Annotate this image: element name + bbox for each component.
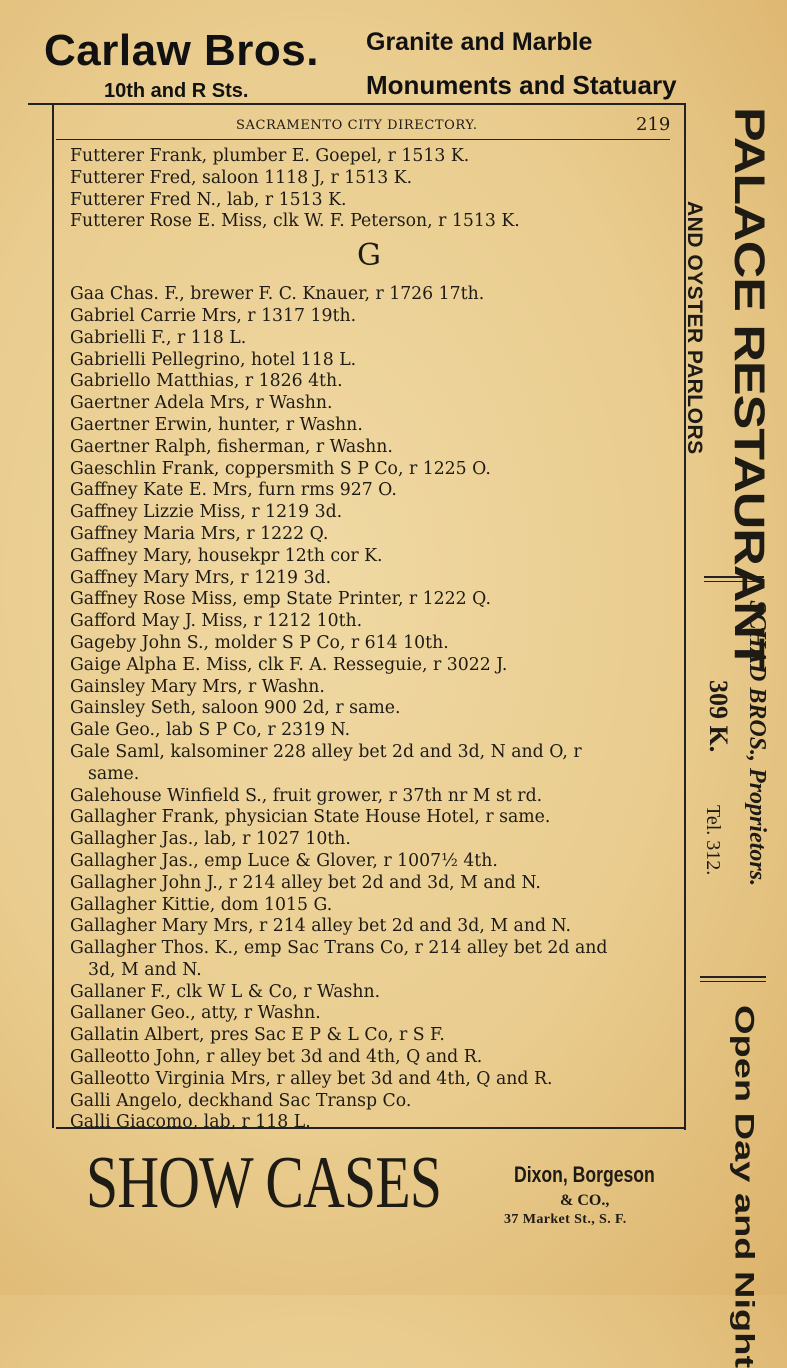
ad-show-cases-headline: SHOW CASES xyxy=(86,1142,442,1224)
section-letter: G xyxy=(357,238,381,274)
directory-entry: Gainsley Seth, saloon 900 2d, r same. xyxy=(70,698,401,719)
directory-entry: Futterer Fred, saloon 1118 J, r 1513 K. xyxy=(70,167,413,188)
directory-entry-continuation: 3d, M and N. xyxy=(88,959,202,980)
directory-entry: Gabrielli Pellegrino, hotel 118 L. xyxy=(70,349,357,370)
ad-carlaw-line1: Granite and Marble xyxy=(366,28,593,56)
page-number: 219 xyxy=(636,114,671,135)
directory-entry: Gageby John S., molder S P Co, r 614 10th. xyxy=(70,632,449,653)
header-rule xyxy=(56,139,670,140)
directory-entry: Gaige Alpha E. Miss, clk F. A. Resseguie, r 3022 J. xyxy=(70,654,508,675)
page-title: SACRAMENTO CITY DIRECTORY. xyxy=(236,118,478,133)
directory-entry: Gallagher Mary Mrs, r 214 alley bet 2d and 3d, M and N. xyxy=(70,916,572,937)
ad-palace-subtitle: AND OYSTER PARLORS xyxy=(683,201,706,455)
directory-entry: Futterer Frank, plumber E. Goepel, r 1513 K. xyxy=(70,146,470,166)
directory-entry: Futterer Rose E. Miss, clk W. F. Peterson, r 1513 K. xyxy=(70,211,520,232)
directory-entry: Gafford May J. Miss, r 1212 10th. xyxy=(70,611,363,632)
entries-continued xyxy=(70,146,682,233)
ad-carlaw-address: 10th and R Sts. xyxy=(104,80,249,102)
top-border xyxy=(28,103,684,105)
ad-show-cases-address: 37 Market St., S. F. xyxy=(504,1212,627,1227)
directory-entry: Gainsley Mary Mrs, r Washn. xyxy=(70,676,325,697)
directory-entry: Gaertner Erwin, hunter, r Washn. xyxy=(70,414,363,435)
directory-entry: Futterer Fred N., lab, r 1513 K. xyxy=(70,189,347,210)
directory-entry: Gaffney Lizzie Miss, r 1219 3d. xyxy=(70,502,343,523)
directory-entry: Gaeschlin Frank, coppersmith S P Co, r 1225 O. xyxy=(70,458,491,479)
directory-entry: Gaertner Adela Mrs, r Washn. xyxy=(70,393,333,414)
directory-entry: Galleotto John, r alley bet 3d and 4th, Q and R. xyxy=(70,1047,483,1068)
ad-show-cases-co: & CO., xyxy=(560,1192,610,1209)
left-border xyxy=(52,104,54,1128)
directory-entry: Gaa Chas. F., brewer F. C. Knauer, r 1726 17th. xyxy=(70,284,485,305)
ad-carlaw-line2: Monuments and Statuary xyxy=(366,70,677,100)
directory-entry: Gallaner F., clk W L & Co, r Washn. xyxy=(70,981,381,1002)
directory-entry: Gaffney Mary, housekpr 12th cor K. xyxy=(70,545,383,566)
directory-entry: Galleotto Virginia Mrs, r alley bet 3d and 4th, Q and R. xyxy=(70,1068,553,1089)
ad-palace-restaurant xyxy=(683,105,773,1368)
directory-entry: Gallagher Jas., emp Luce & Glover, r 1007½ 4th. xyxy=(70,850,498,871)
ad-show-cases-company: Dixon, Borgeson xyxy=(514,1162,655,1187)
directory-entry: Galehouse Winfield S., fruit grower, r 37th nr M st rd. xyxy=(70,785,543,806)
directory-entry: Gallagher John J., r 214 alley bet 2d and 3d, M and N. xyxy=(70,872,541,893)
directory-entry: Gale Geo., lab S P Co, r 2319 N. xyxy=(70,720,351,741)
directory-entry: Gaffney Maria Mrs, r 1222 Q. xyxy=(70,523,329,544)
directory-entry: Gallagher Thos. K., emp Sac Trans Co, r 214 alley bet 2d and xyxy=(70,938,608,959)
ad-palace-title: PALACE RESTAURANT xyxy=(725,107,773,669)
ad-palace-telephone: Tel. 312. xyxy=(702,805,724,876)
directory-entry: Galli Angelo, deckhand Sac Transp Co. xyxy=(70,1090,412,1111)
directory-entry: Gaffney Kate E. Mrs, furn rms 927 O. xyxy=(70,480,397,501)
ad-palace-address: 309 K. xyxy=(704,680,733,753)
directory-entry: Gabriel Carrie Mrs, r 1317 19th. xyxy=(70,305,357,326)
directory-entry: Gallagher Jas., lab, r 1027 10th. xyxy=(70,829,351,850)
directory-entry: Gallagher Kittie, dom 1015 G. xyxy=(70,894,333,915)
directory-entry: Gallagher Frank, physician State House Hotel, r same. xyxy=(70,807,551,828)
directory-entry: Gallaner Geo., atty, r Washn. xyxy=(70,1003,321,1024)
entries-g xyxy=(70,284,682,1134)
directory-entry: Gaertner Ralph, fisherman, r Washn. xyxy=(70,436,393,457)
directory-entry: Gabrielli F., r 118 L. xyxy=(70,327,247,348)
directory-entry: Gaffney Mary Mrs, r 1219 3d. xyxy=(70,567,332,588)
ad-carlaw-name: Carlaw Bros. xyxy=(44,26,319,75)
ad-palace-proprietors: SCHAD BROS., Proprietors. xyxy=(744,600,770,887)
directory-entry-continuation: same. xyxy=(88,763,140,784)
directory-entry: Gaffney Rose Miss, emp State Printer, r 1222 Q. xyxy=(70,589,491,610)
directory-entry: Gabriello Matthias, r 1826 4th. xyxy=(70,371,343,392)
directory-list xyxy=(70,146,682,1134)
directory-entry: Galli Giacomo, lab, r 118 L. xyxy=(70,1112,311,1133)
directory-entry: Gallatin Albert, pres Sac E P & L Co, r S F. xyxy=(70,1025,445,1046)
directory-entry: Gale Saml, kalsominer 228 alley bet 2d and 3d, N and O, r xyxy=(70,741,582,762)
ad-palace-hours: Open Day and Night xyxy=(729,1005,759,1368)
